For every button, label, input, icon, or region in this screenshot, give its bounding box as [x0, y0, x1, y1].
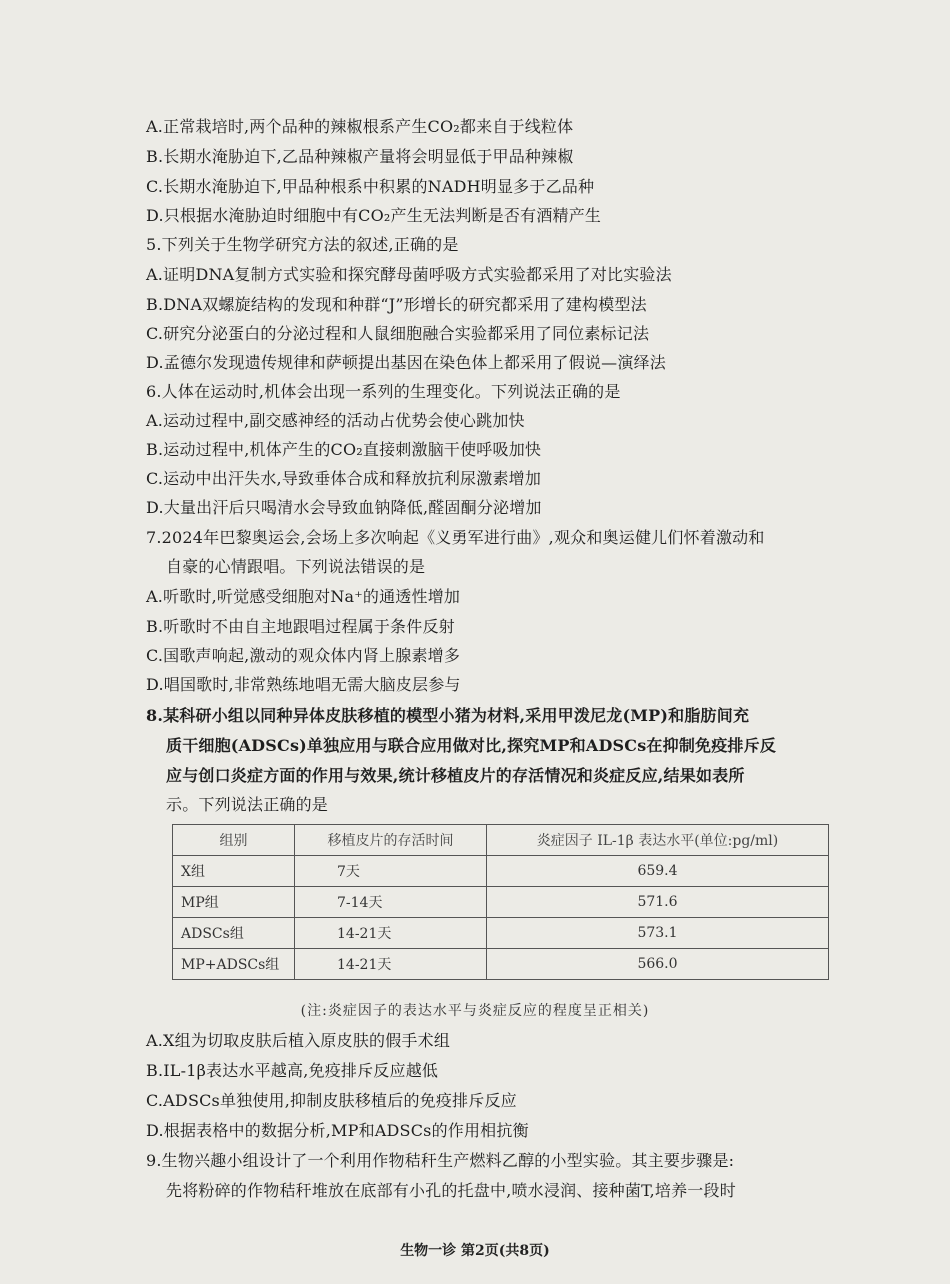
q8-stem-cont-2: 应与创口炎症方面的作用与效果,统计移植皮片的存活情况和炎症反应,结果如表所 [166, 766, 745, 785]
table-header-group: 组别 [173, 825, 295, 856]
q6-option-a: A.运动过程中,副交感神经的活动占优势会使心跳加快 [146, 411, 525, 430]
table-cell-group: X组 [173, 856, 295, 887]
q5-option-b: B.DNA双螺旋结构的发现和种群“J”形增长的研究都采用了建构模型法 [146, 295, 647, 314]
table-row [173, 949, 829, 980]
table-cell-survival: 14-21天 [295, 949, 487, 980]
table-cell-il1b: 659.4 [487, 856, 829, 887]
q7-stem-cont: 自豪的心情跟唱。下列说法错误的是 [166, 557, 426, 576]
table-header-survival: 移植皮片的存活时间 [295, 825, 487, 856]
table-cell-group: MP组 [173, 887, 295, 918]
q6-option-c: C.运动中出汗失水,导致垂体合成和释放抗利尿激素增加 [146, 469, 542, 488]
table-cell-survival: 14-21天 [295, 918, 487, 949]
q8-stem-cont-3: 示。下列说法正确的是 [166, 795, 329, 814]
experiment-table [172, 824, 829, 980]
table-cell-group: ADSCs组 [173, 918, 295, 949]
table-cell-il1b: 573.1 [487, 918, 829, 949]
table-cell-il1b: 571.6 [487, 887, 829, 918]
table-cell-survival: 7天 [295, 856, 487, 887]
table-cell-group: MP+ADSCs组 [173, 949, 295, 980]
q4-option-a: A.正常栽培时,两个品种的辣椒根系产生CO₂都来自于线粒体 [146, 117, 574, 136]
q8-stem-cont-1: 质干细胞(ADSCs)单独应用与联合应用做对比,探究MP和ADSCs在抑制免疫排斥反 [166, 736, 777, 755]
q9-stem-cont: 先将粉碎的作物秸秆堆放在底部有小孔的托盘中,喷水浸润、接种菌T,培养一段时 [166, 1181, 736, 1200]
q8-option-b: B.IL-1β表达水平越高,免疫排斥反应越低 [146, 1061, 439, 1080]
table-header-row [173, 825, 829, 856]
q8-option-d: D.根据表格中的数据分析,MP和ADSCs的作用相抗衡 [146, 1121, 529, 1140]
q6-option-d: D.大量出汗后只喝清水会导致血钠降低,醛固酮分泌增加 [146, 498, 542, 517]
table-header-il1b: 炎症因子 IL-1β 表达水平(单位:pg/ml) [487, 825, 829, 856]
q7-stem: 7.2024年巴黎奥运会,会场上多次响起《义勇军进行曲》,观众和奥运健儿们怀着激动和 [146, 528, 765, 547]
q7-option-c: C.国歌声响起,激动的观众体内肾上腺素增多 [146, 646, 461, 665]
table-cell-survival: 7-14天 [295, 887, 487, 918]
q4-option-b: B.长期水淹胁迫下,乙品种辣椒产量将会明显低于甲品种辣椒 [146, 147, 574, 166]
q8-option-a: A.X组为切取皮肤后植入原皮肤的假手术组 [146, 1031, 451, 1050]
q4-option-d: D.只根据水淹胁迫时细胞中有CO₂产生无法判断是否有酒精产生 [146, 206, 602, 225]
q6-stem: 6.人体在运动时,机体会出现一系列的生理变化。下列说法正确的是 [146, 382, 621, 401]
table-note: (注:炎症因子的表达水平与炎症反应的程度呈正相关) [300, 1003, 650, 1019]
q5-option-a: A.证明DNA复制方式实验和探究酵母菌呼吸方式实验都采用了对比实验法 [146, 265, 672, 284]
q4-option-c: C.长期水淹胁迫下,甲品种根系中积累的NADH明显多于乙品种 [146, 177, 595, 196]
q5-stem: 5.下列关于生物学研究方法的叙述,正确的是 [146, 235, 459, 254]
q5-option-d: D.孟德尔发现遗传规律和萨顿提出基因在染色体上都采用了假说—演绎法 [146, 353, 666, 372]
page-footer: 生物一诊 第2页(共8页) [400, 1243, 550, 1259]
table-row [173, 856, 829, 887]
table-row [173, 887, 829, 918]
q8-stem: 8.某科研小组以同种异体皮肤移植的模型小猪为材料,采用甲泼尼龙(MP)和脂肪间充 [146, 706, 750, 725]
q7-option-b: B.听歌时不由自主地跟唱过程属于条件反射 [146, 617, 455, 636]
table-cell-il1b: 566.0 [487, 949, 829, 980]
q6-option-b: B.运动过程中,机体产生的CO₂直接刺激脑干使呼吸加快 [146, 440, 542, 459]
table-row [173, 918, 829, 949]
q7-option-d: D.唱国歌时,非常熟练地唱无需大脑皮层参与 [146, 675, 461, 694]
q8-option-c: C.ADSCs单独使用,抑制皮肤移植后的免疫排斥反应 [146, 1091, 517, 1110]
q5-option-c: C.研究分泌蛋白的分泌过程和人鼠细胞融合实验都采用了同位素标记法 [146, 324, 650, 343]
q9-stem: 9.生物兴趣小组设计了一个利用作物秸秆生产燃料乙醇的小型实验。其主要步骤是: [146, 1151, 735, 1170]
q7-option-a: A.听歌时,听觉感受细胞对Na⁺的通透性增加 [146, 587, 461, 606]
